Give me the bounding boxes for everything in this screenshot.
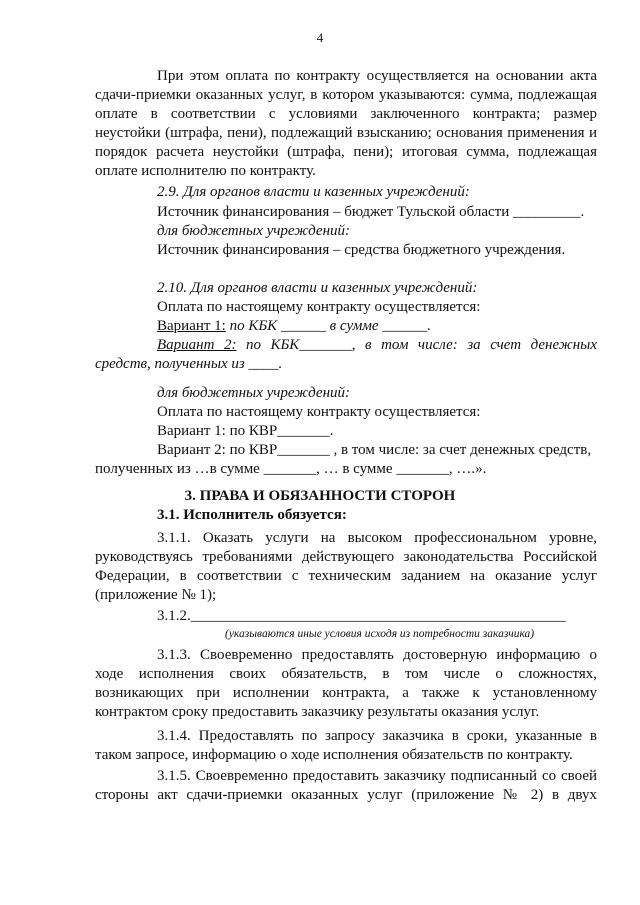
budget-variant-1: Вариант 1: по КВР_______.	[157, 423, 334, 439]
clause-3-1-2-note: (указываются иные условия исходя из потребности заказчика)	[225, 628, 535, 640]
variant-1-text: по КБК ______ в сумме ______.	[225, 318, 432, 334]
payment-paragraph-line: оплате в соответствии с условиями заключенного контракта; размер	[95, 106, 597, 122]
clause-3-1-3-line: возникающих при исполнении контракта, а также к установленному	[95, 685, 597, 701]
section-3-1-heading: 3.1. Исполнитель обязуется:	[157, 507, 347, 523]
variant-2-text: по КБК_______, в том числе: за счет денежных	[236, 337, 597, 353]
variant-1-kbk	[157, 317, 431, 336]
section-3-title: 3. ПРАВА И ОБЯЗАННОСТИ СТОРОН	[184, 488, 456, 504]
clause-3-1-5-line: 3.1.5. Своевременно предоставить заказчику подписанный со своей	[157, 768, 597, 784]
section-2-9-heading: 2.9. Для органов власти и казенных учреждений:	[157, 184, 470, 200]
budget-institutions-heading-2: для бюджетных учреждений:	[157, 385, 351, 401]
clause-3-1-3-line: ходе исполнения своих обязательств, в том числе о сложностях,	[95, 666, 597, 682]
payment-intro: Оплата по настоящему контракту осуществляется:	[157, 299, 481, 315]
budget-payment-intro: Оплата по настоящему контракту осуществляется:	[157, 404, 481, 420]
clause-3-1-1-line: руководствуясь требованиями действующего законодательства Российской	[95, 549, 597, 565]
budget-variant-2-continuation: полученных из …в сумме _______, … в сумме _______, ….».	[95, 461, 487, 477]
financing-source-institution: Источник финансирования – средства бюджетного учреждения.	[157, 242, 566, 258]
budget-institutions-heading: для бюджетных учреждений:	[157, 223, 351, 239]
financing-source-regional: Источник финансирования – бюджет Тульской области _________.	[157, 204, 585, 220]
variant-2-label: Вариант 2:	[157, 337, 237, 353]
section-2-10-heading: 2.10. Для органов власти и казенных учреждений:	[157, 280, 478, 296]
clause-3-1-4-line: 3.1.4. Предоставлять по запросу заказчика в сроки, указанные в	[157, 728, 597, 744]
clause-3-1-5-line: стороны акт сдачи-приемки оказанных услуг (приложение № 2) в двух	[95, 787, 597, 803]
clause-3-1-1-line: Федерации, в соответствии с техническим заданием на оказание услуг	[95, 568, 597, 584]
page-number: 4	[316, 30, 324, 45]
clause-3-1-4-line: таком запросе, информацию о ходе исполнения обязательств по контракту.	[95, 747, 573, 763]
variant-2-continuation: средств, полученных из ____.	[95, 356, 283, 372]
clause-3-1-1-line: (приложение № 1);	[95, 587, 217, 603]
payment-paragraph-line: При этом оплата по контракту осуществляется на основании акта	[157, 68, 597, 84]
payment-paragraph-line: оплате исполнителю по контракту.	[95, 163, 316, 179]
variant-2-kbk	[157, 336, 597, 355]
variant-1-label: Вариант 1:	[157, 318, 226, 334]
payment-paragraph-line: порядок расчета неустойки (штрафа, пени); итоговая сумма, подлежащая	[95, 144, 597, 160]
clause-3-1-3-line: контрактом сроку предоставить заказчику результаты оказания услуг.	[95, 704, 540, 720]
clause-3-1-3-line: 3.1.3. Своевременно предоставлять достоверную информацию о	[157, 647, 597, 663]
payment-paragraph-line: неустойки (штрафа, пени), подлежащий взысканию; основания применения и	[95, 125, 597, 141]
budget-variant-2: Вариант 2: по КВР_______ , в том числе: за счет денежных средств,	[157, 442, 592, 458]
clause-3-1-2: 3.1.2.__________________________________________________	[157, 608, 566, 624]
clause-3-1-1-line: 3.1.1. Оказать услуги на высоком профессиональном уровне,	[157, 530, 597, 546]
payment-paragraph-line: сдачи-приемки оказанных услуг, в котором указываются: сумма, подлежащая	[95, 87, 597, 103]
